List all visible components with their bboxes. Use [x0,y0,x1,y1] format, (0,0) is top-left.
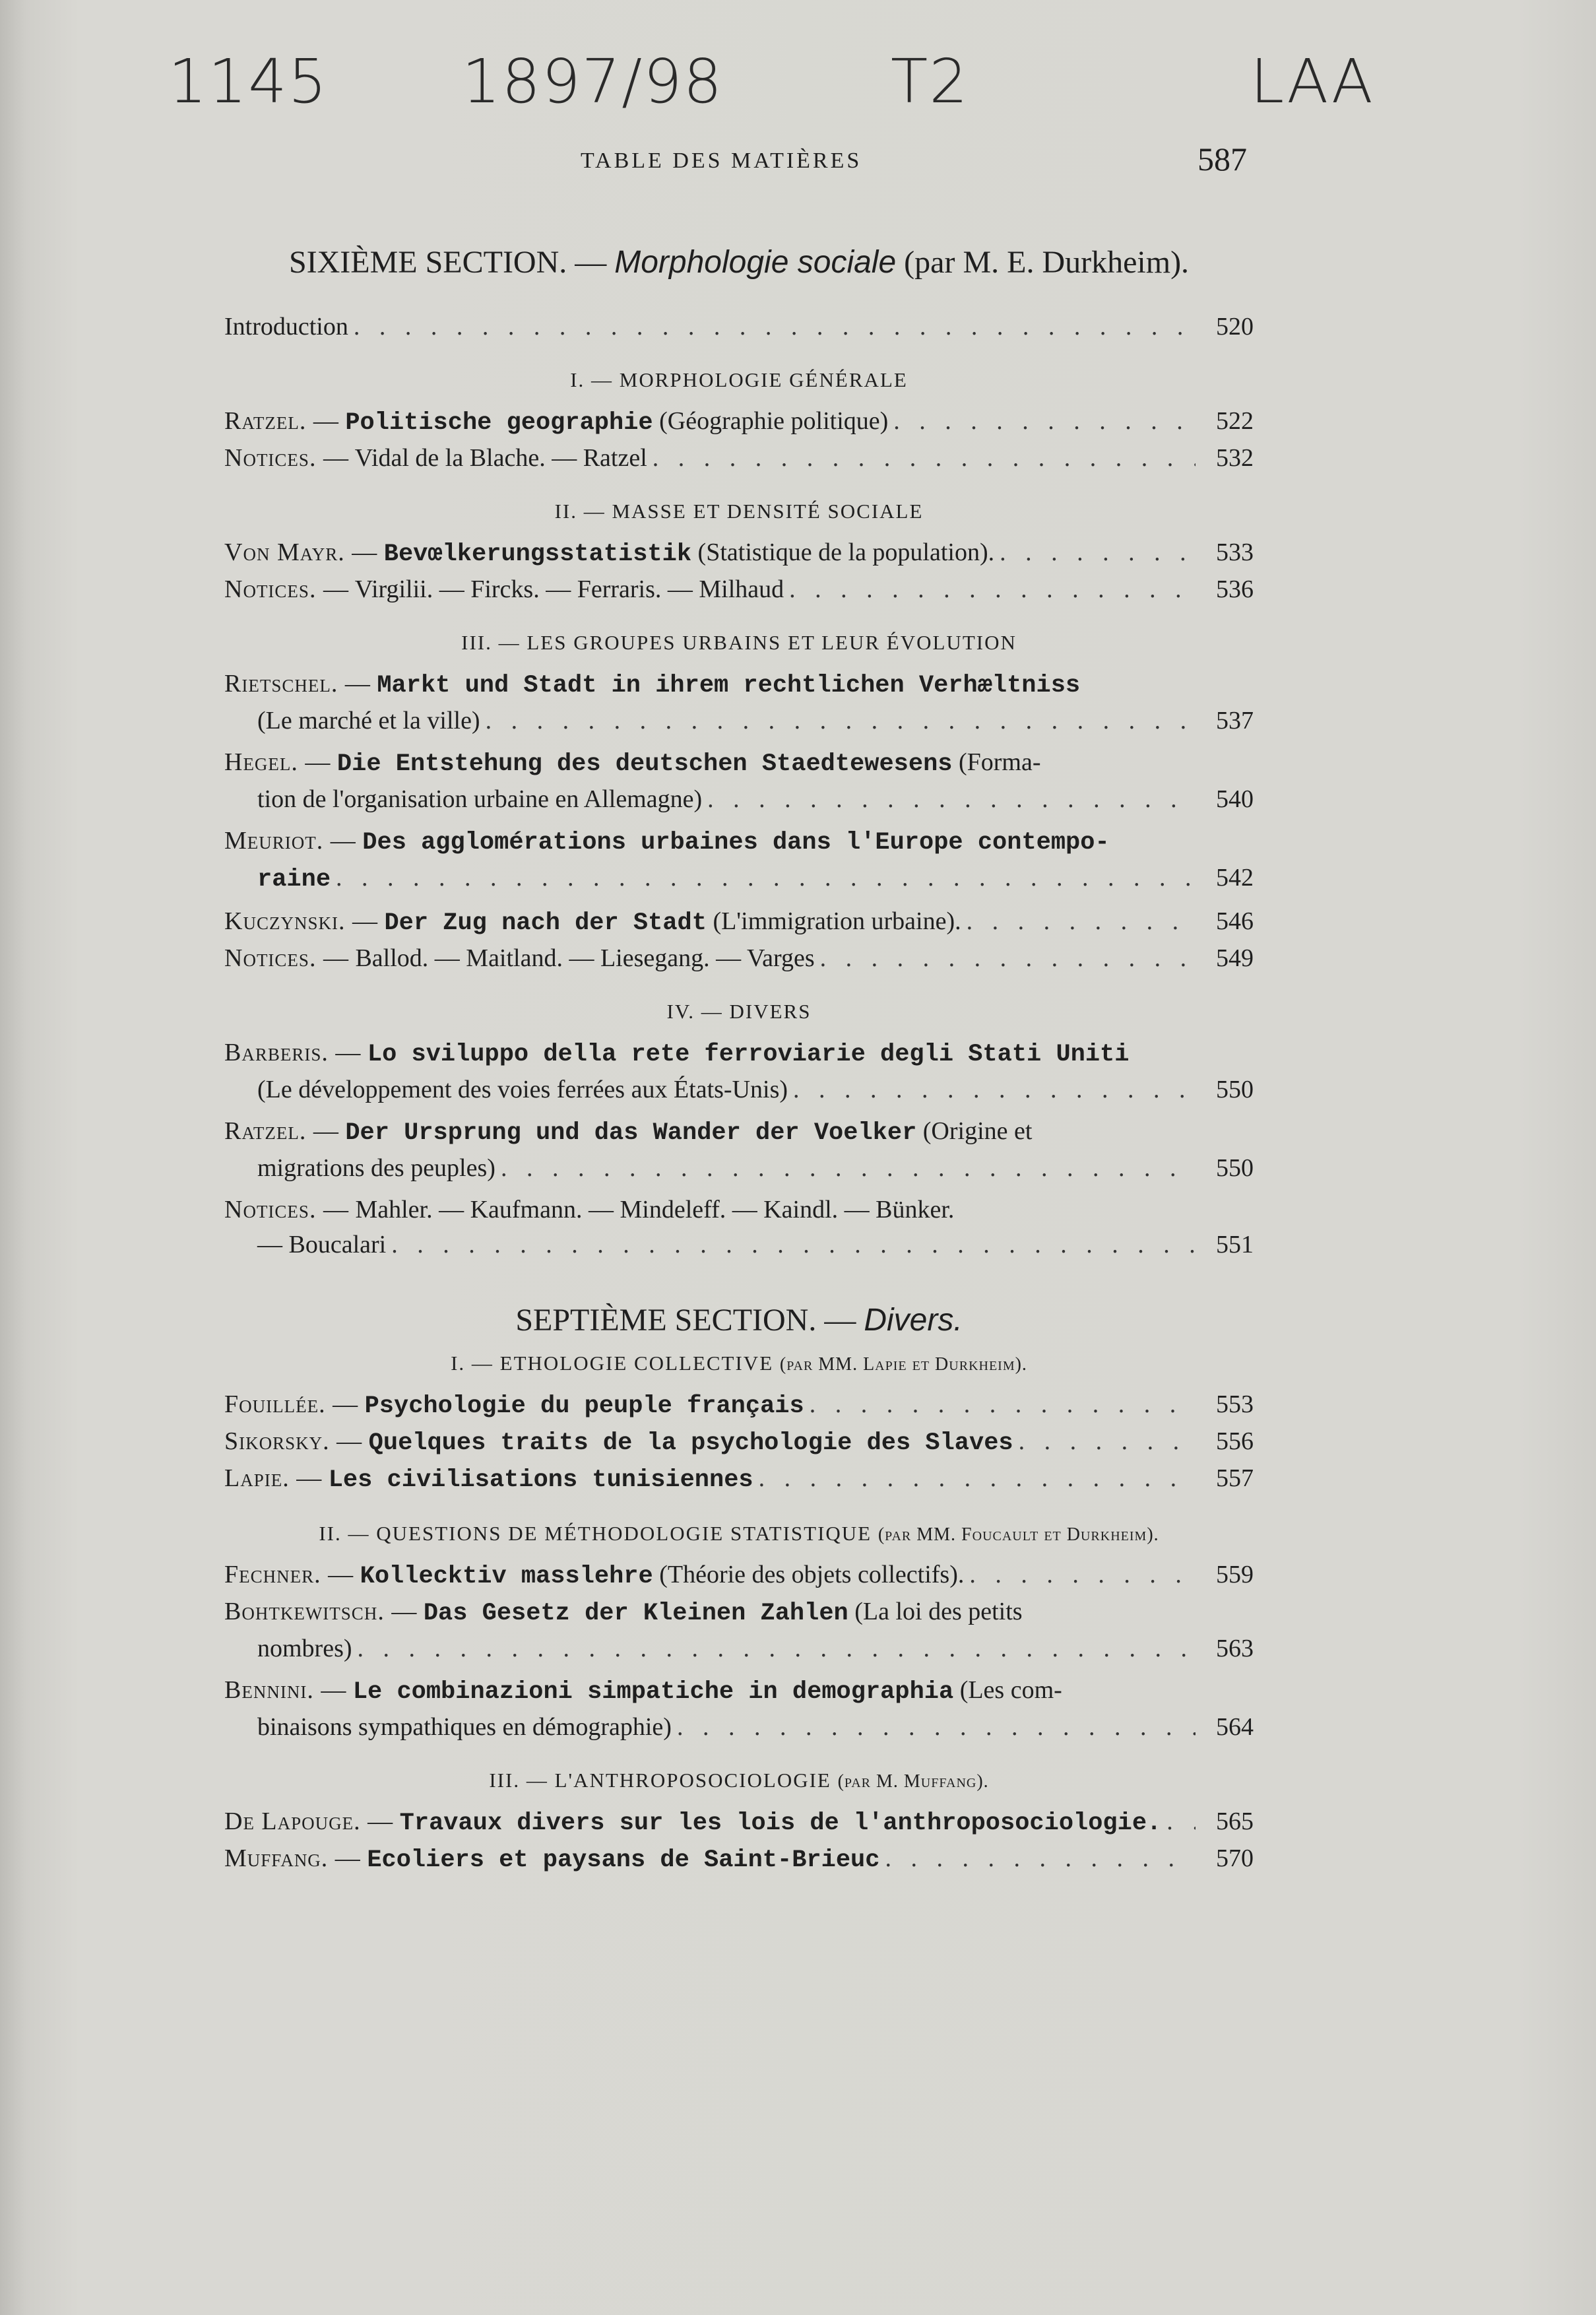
toc-entry[interactable]: Meuriot. — Des agglomérations urbaines dans l'Europe contempo- raine . . . 542 [224,824,1254,897]
toc-entry[interactable]: Notices. — Virgilii. — Fircks. — Ferraris. — Milhaud . . . 536 [224,572,1254,607]
subsection-heading: I. — ETHOLOGIE COLLECTIVE (par MM. Lapie et Durkheim). [451,1352,1027,1375]
subsection-heading: I. — MORPHOLOGIE GÉNÉRALE [570,368,908,391]
toc-entry[interactable]: Notices. — Mahler. — Kaufmann. — Mindeleff. — Kaindl. — Bünker. — Boucalari . . . 551 [224,1192,1254,1262]
toc-entry[interactable]: Von Mayr. — Bevœlkerungsstatistik (Statistique de la population). . . . 533 [224,535,1254,572]
toc-entry[interactable]: Ratzel. — Der Ursprung und das Wander der Voelker (Origine et migrations des peuples) . . . 550 [224,1114,1254,1186]
toc-entry[interactable]: Introduction . . . 520 [224,310,1254,344]
toc-entry[interactable]: De Lapouge. — Travaux divers sur les lois de l'anthroposociologie. . . . 565 [224,1804,1254,1841]
toc-entry[interactable]: Kuczynski. — Der Zug nach der Stadt (L'immigration urbaine). . . . 546 [224,904,1254,941]
page-ref: 520 [1216,313,1254,341]
toc-entry[interactable]: Bennini. — Le combinazioni simpatiche in demographia (Les com- binaisons sympathiques en démographie) . . . 564 [224,1673,1254,1745]
subsection-heading: IV. — DIVERS [666,1000,812,1023]
toc-entry[interactable]: Barberis. — Lo sviluppo della rete ferroviarie degli Stati Uniti (Le développement des voies ferrées aux États-Unis) . . . 550 [224,1035,1254,1107]
toc-entry[interactable]: Fouillée. — Psychologie du peuple français . . . 553 [224,1387,1254,1424]
subsection-heading: III. — LES GROUPES URBAINS ET LEUR ÉVOLUTION [461,631,1017,654]
toc-entry[interactable]: Bohtkewitsch. — Das Gesetz der Kleinen Zahlen (La loi des petits nombres) . . . 563 [224,1594,1254,1666]
table-of-contents [224,244,1254,1878]
toc-entry[interactable]: Muffang. — Ecoliers et paysans de Saint-Brieuc . . . 570 [224,1841,1254,1878]
toc-entry[interactable]: Hegel. — Die Entstehung des deutschen Staedtewesens (Forma- tion de l'organisation urbaine en Allemagne) . . . 540 [224,745,1254,817]
section-title: SIXIÈME SECTION. — Morphologie sociale (par M. E. Durkheim). [288,245,1190,280]
toc-entry[interactable]: Fechner. — Kollecktiv masslehre (Théorie des objets collectifs). . . . 559 [224,1557,1254,1594]
toc-entry[interactable]: Sikorsky. — Quelques traits de la psychologie des Slaves . . . 556 [224,1424,1254,1461]
toc-entry[interactable]: Ratzel. — Politische geographie (Géographie politique) . . . 522 [224,404,1254,441]
toc-entry[interactable]: Notices. — Ballod. — Maitland. — Liesegang. — Varges . . . 549 [224,941,1254,976]
subsection-heading: II. — QUESTIONS DE MÉTHODOLOGIE STATISTIQUE (par MM. Foucault et Durkheim). [319,1522,1159,1545]
handwritten-note: 1145 [168,46,329,117]
page-number: 587 [1197,141,1247,178]
toc-entry[interactable]: Lapie. — Les civilisations tunisiennes . . . 557 [224,1461,1254,1498]
toc-entry[interactable]: Notices. — Vidal de la Blache. — Ratzel . . . 532 [224,441,1254,476]
subsection-heading: II. — MASSE ET DENSITÉ SOCIALE [554,500,924,523]
running-head: TABLE DES MATIÈRES [581,148,862,173]
handwritten-note: T2 [891,46,969,117]
subsection-heading: III. — L'ANTHROPOSOCIOLOGIE (par M. Muffang). [489,1769,989,1792]
section-title: SEPTIÈME SECTION. — Divers. [515,1303,963,1338]
handwritten-note: 1897/98 [462,46,724,117]
toc-entry[interactable]: Rietschel. — Markt und Stadt in ihrem rechtlichen Verhæltniss (Le marché et la ville) . . . 537 [224,667,1254,738]
handwritten-note: LAA [1250,46,1374,117]
